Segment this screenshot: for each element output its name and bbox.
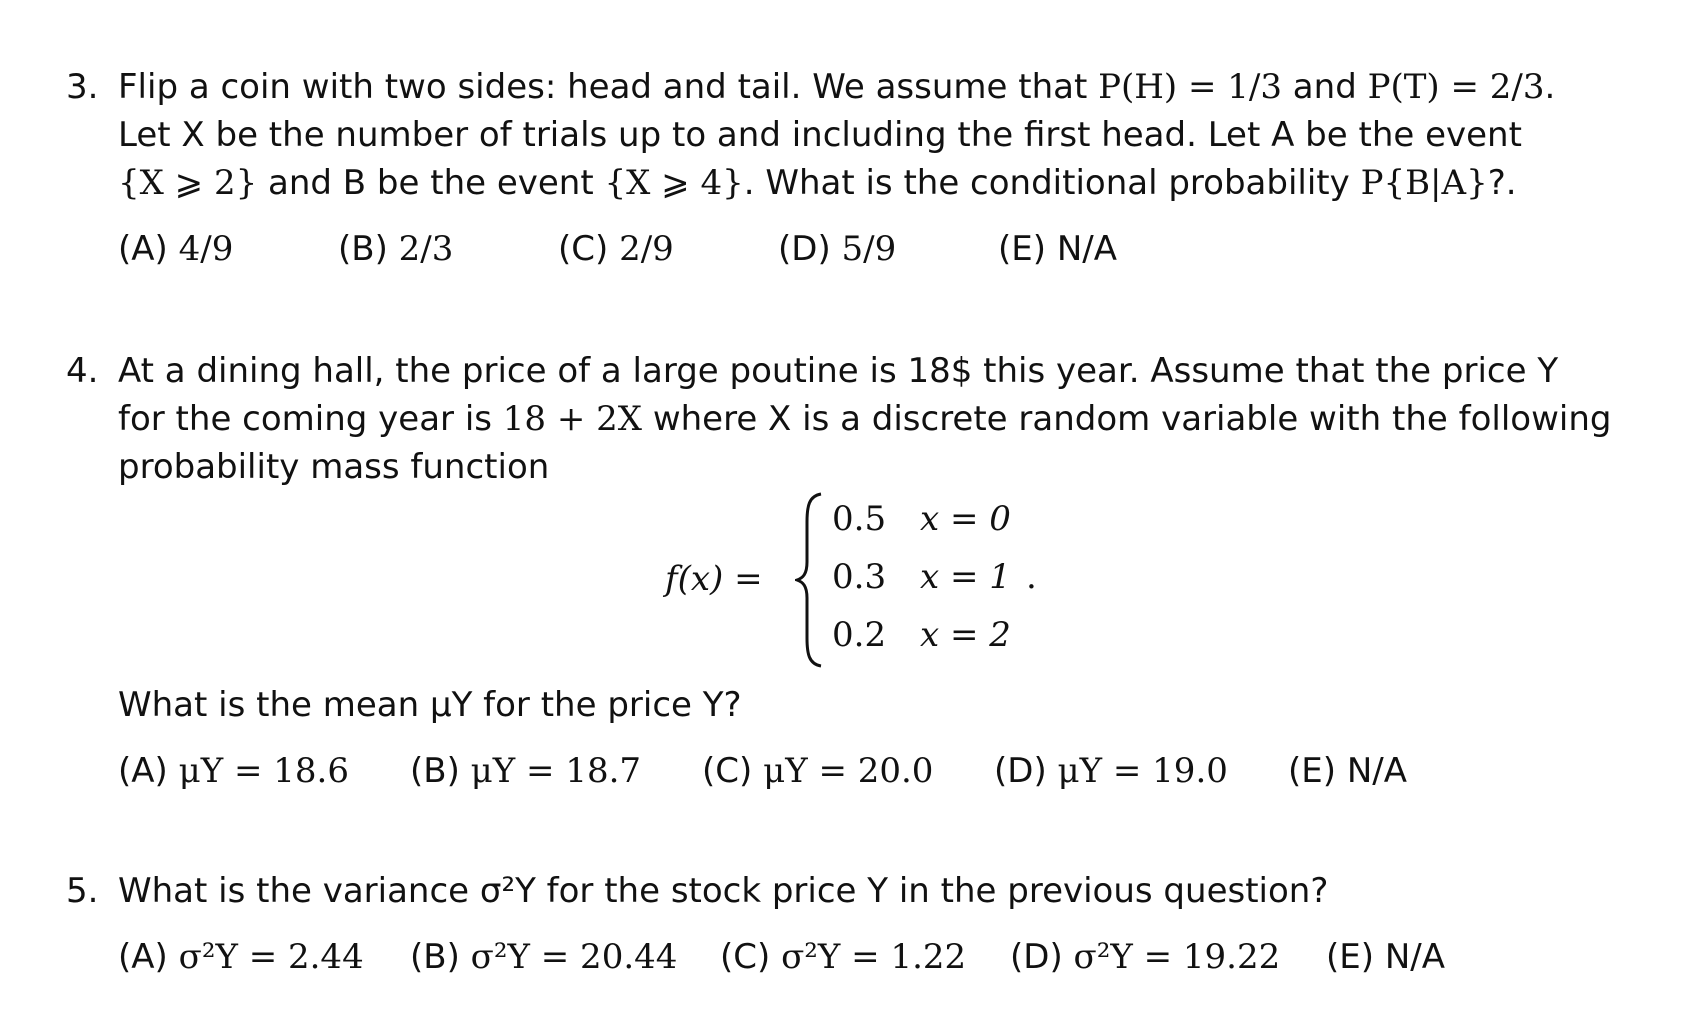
choice-b[interactable]: (B) μY = 18.7 <box>410 751 642 791</box>
choice-d[interactable]: (D) μY = 19.0 <box>994 751 1228 791</box>
pmf-cond-2: x = 2 <box>920 615 1011 655</box>
choice-a[interactable]: (A) 4/9 <box>118 229 234 269</box>
choice-d[interactable]: (D) 5/9 <box>778 229 897 269</box>
question-number: 5. <box>66 871 99 911</box>
pmf-trailing-period: . <box>1026 557 1037 597</box>
pmf-prob-2: 0.2 <box>832 615 887 655</box>
question-4-line-1: At a dining hall, the price of a large poutine is 18$ this year. Assume that the price Y <box>118 351 1559 391</box>
choice-e[interactable]: (E) N/A <box>1326 937 1445 977</box>
question-3-line-3: {X ⩾ 2} and B be the event {X ⩾ 4}. What is the conditional probability P{B|A}?. <box>118 163 1517 203</box>
left-brace-icon <box>795 492 825 668</box>
question-4-line-3: probability mass function <box>118 447 550 487</box>
event-a: {X ⩾ 2} <box>118 163 258 203</box>
choice-e[interactable]: (E) N/A <box>1288 751 1407 791</box>
choice-c[interactable]: (C) μY = 20.0 <box>702 751 934 791</box>
choice-b[interactable]: (B) 2/3 <box>338 229 454 269</box>
price-expression: 18 + 2X <box>502 399 643 439</box>
question-5-prompt: What is the variance σ²Y for the stock price Y in the previous question? <box>118 871 1329 911</box>
choice-c[interactable]: (C) σ²Y = 1.22 <box>720 937 967 977</box>
question-4-line-2: for the coming year is 18 + 2X where X is a discrete random variable with the following <box>118 399 1612 439</box>
question-4-prompt: What is the mean μY for the price Y? <box>118 685 742 725</box>
pmf-prob-0: 0.5 <box>832 499 887 539</box>
pmf-lhs: f(x) = <box>665 559 763 599</box>
pmf-cond-1: x = 1 <box>920 557 1011 597</box>
pmf-prob-1: 0.3 <box>832 557 887 597</box>
conditional-prob: P{B|A} <box>1360 163 1488 203</box>
question-3-line-2: Let X be the number of trials up to and including the first head. Let A be the event <box>118 115 1522 155</box>
question-number: 4. <box>66 351 99 391</box>
choice-a[interactable]: (A) μY = 18.6 <box>118 751 349 791</box>
prob-tail: P(T) = 2/3 <box>1367 67 1545 107</box>
choice-b[interactable]: (B) σ²Y = 20.44 <box>410 937 678 977</box>
event-b: {X ⩾ 4} <box>604 163 744 203</box>
choice-e[interactable]: (E) N/A <box>998 229 1117 269</box>
choice-c[interactable]: (C) 2/9 <box>558 229 674 269</box>
choice-d[interactable]: (D) σ²Y = 19.22 <box>1010 937 1281 977</box>
choice-a[interactable]: (A) σ²Y = 2.44 <box>118 937 364 977</box>
question-number: 3. <box>66 67 99 107</box>
pmf-cond-0: x = 0 <box>920 499 1011 539</box>
prob-head: P(H) = 1/3 <box>1098 67 1282 107</box>
question-3-line-1: Flip a coin with two sides: head and tail. We assume that P(H) = 1/3 and P(T) = 2/3. <box>118 67 1556 107</box>
